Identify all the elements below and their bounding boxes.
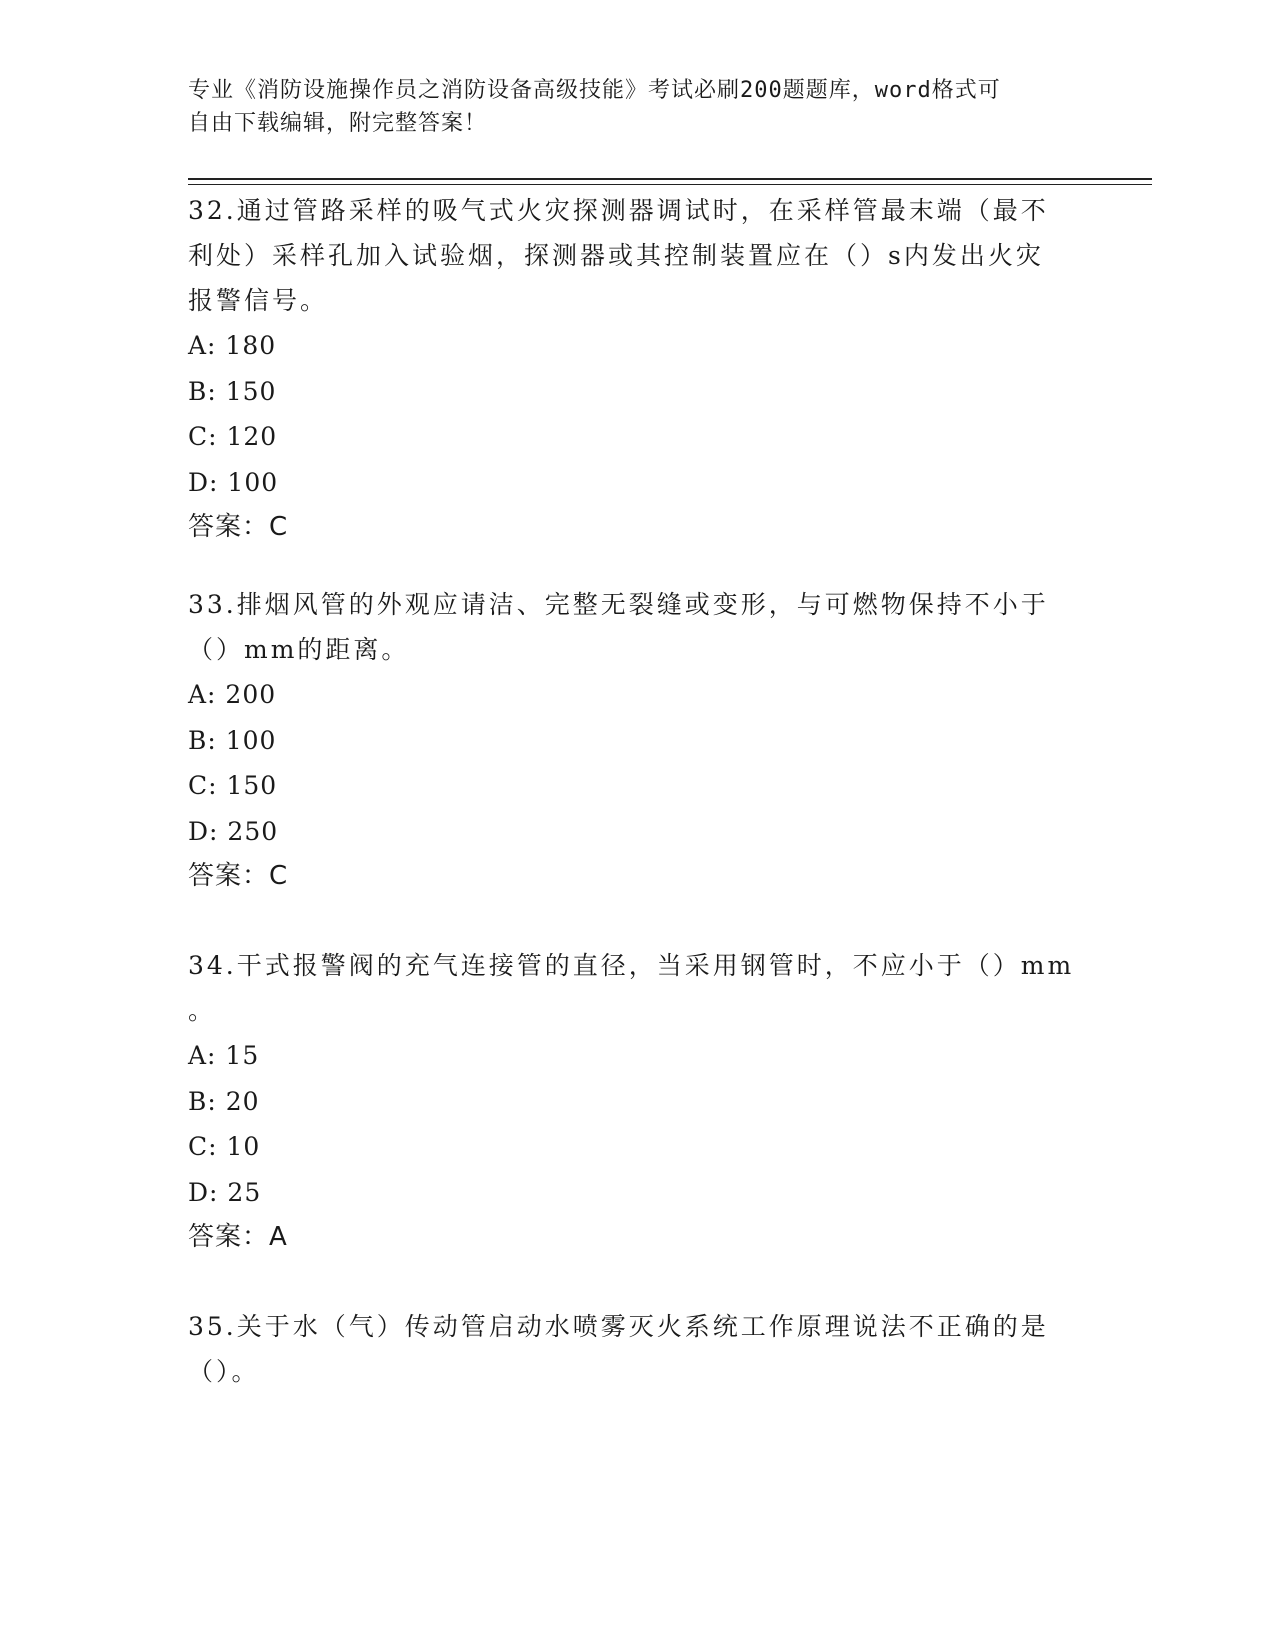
option-d: D: 25	[188, 1177, 262, 1207]
question-stem-line: 34.干式报警阀的充气连接管的直径，当采用钢管时，不应小于（）mm	[188, 951, 1075, 980]
option-d: D: 250	[188, 816, 279, 846]
question-35	[188, 1304, 1088, 1394]
header-line-2: 自由下载编辑，附完整答案！	[188, 111, 488, 136]
option-b: B: 100	[188, 725, 277, 755]
question-stem-line: 35.关于水（气）传动管启动水喷雾灭火系统工作原理说法不正确的是	[188, 1312, 1049, 1341]
option-a: A: 15	[188, 1041, 260, 1070]
option-c: C: 150	[188, 771, 278, 800]
option-c: C: 120	[188, 422, 278, 451]
answer: 答案：C	[188, 512, 289, 542]
question-32	[188, 188, 1088, 550]
question-stem-line: 。	[188, 996, 217, 1025]
option-b: B: 150	[188, 376, 277, 406]
option-d: D: 100	[188, 467, 279, 497]
question-stem-line: （）。	[188, 1357, 260, 1386]
answer: 答案：C	[188, 861, 289, 891]
header-divider-thick	[188, 178, 1152, 180]
question-stem-line: 32.通过管路采样的吸气式火灾探测器调试时，在采样管最末端（最不	[188, 196, 1049, 225]
question-stem-line: 利处）采样孔加入试验烟，探测器或其控制装置应在（）s内发出火灾	[188, 241, 1044, 270]
option-b: B: 20	[188, 1086, 260, 1116]
option-c: C: 10	[188, 1132, 261, 1161]
header-divider-thin	[188, 184, 1152, 185]
question-stem-line: 33.排烟风管的外观应请洁、完整无裂缝或变形，与可燃物保持不小于	[188, 590, 1049, 619]
question-34	[188, 943, 1088, 1260]
header-line-1: 专业《消防设施操作员之消防设备高级技能》考试必刷200题题库，word格式可	[188, 78, 1001, 103]
option-a: A: 200	[188, 680, 277, 709]
question-33	[188, 582, 1088, 899]
document-header	[188, 74, 1068, 140]
question-stem-line: 报警信号。	[188, 286, 329, 315]
answer: 答案：A	[188, 1222, 288, 1252]
question-stem-line: （）mm的距离。	[188, 635, 410, 664]
option-a: A: 180	[188, 331, 277, 360]
